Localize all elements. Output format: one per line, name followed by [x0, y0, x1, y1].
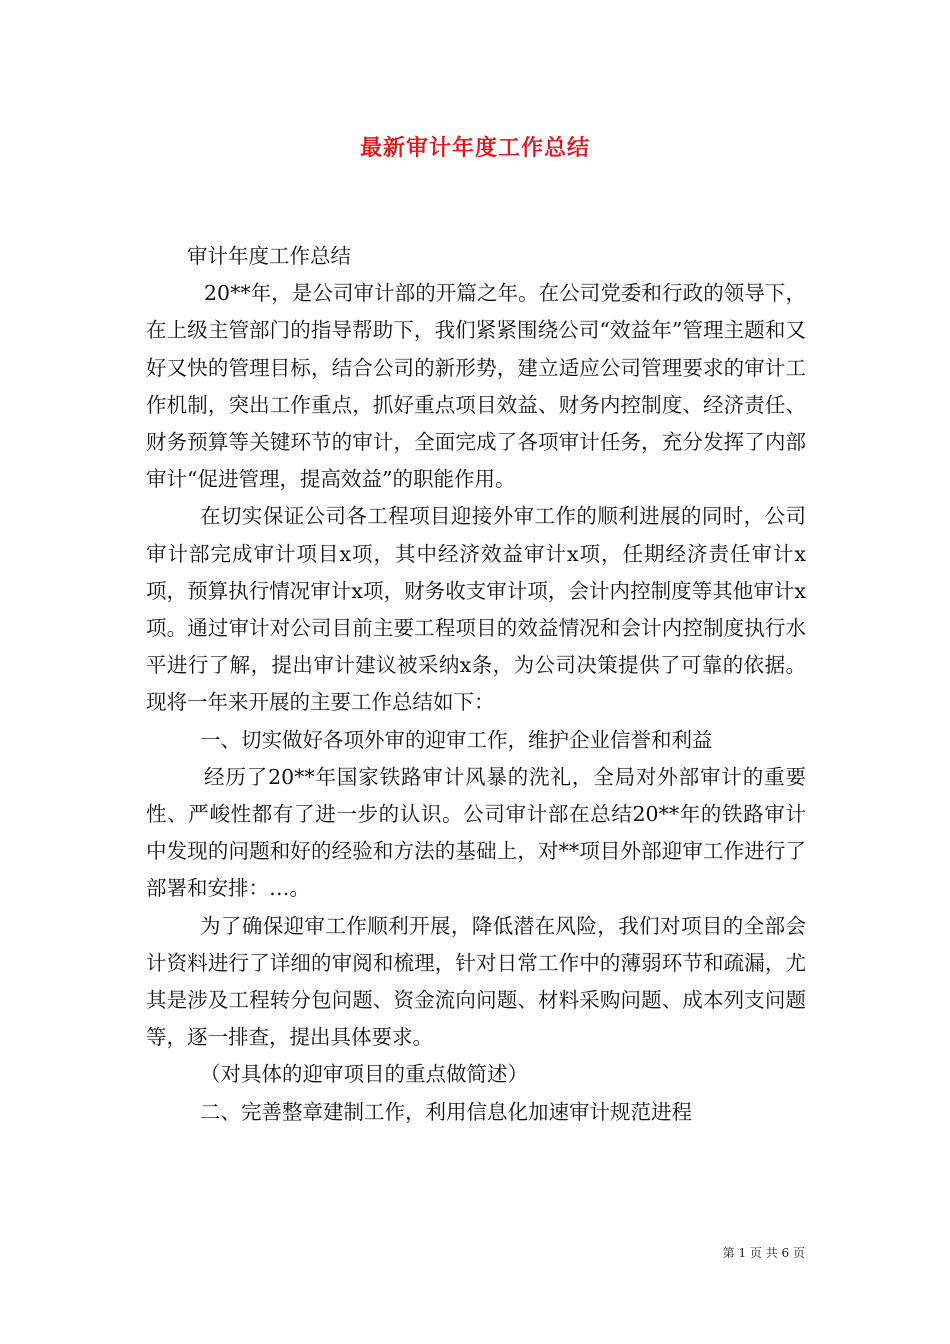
paragraph-experience: 经历了20**年国家铁路审计风暴的洗礼，全局对外部审计的重要性、严峻性都有了进一步的认识。公司审计部在总结20**年的铁路审计中发现的问题和好的经验和方法的基础上，对**项目外部迎审工作进行了部署和安排：…。 — [146, 764, 806, 901]
page-number: 第 1 页 共 6 页 — [722, 1246, 805, 1260]
paragraph-preparation: 为了确保迎审工作顺利开展，降低潜在风险，我们对项目的全部会计资料进行了详细的审阅和梳理，针对日常工作中的薄弱环节和疏漏，尤其是涉及工程转分包问题、资金流向问题、材料采购问题、成本列支问题等，逐一排查，提出具体要求。 — [146, 913, 806, 1050]
document-title: 最新审计年度工作总结 — [359, 136, 590, 161]
document-body — [146, 238, 806, 1131]
paragraph-intro: 20**年，是公司审计部的开篇之年。在公司党委和行政的领导下，在上级主管部门的指导帮助下，我们紧紧围绕公司“效益年”管理主题和又好又快的管理目标，结合公司的新形势，建立适应公司管理要求的审计工作机制，突出工作重点，抓好重点项目效益、财务内控制度、经济责任、财务预算等关键环节的审计，全面完成了各项审计任务，充分发挥了内部审计“促进管理，提高效益”的职能作用。 — [146, 281, 806, 492]
paragraph-summary: 在切实保证公司各工程项目迎接外审工作的顺利进展的同时，公司审计部完成审计项目x项，其中经济效益审计x项，任期经济责任审计x项，预算执行情况审计x项，财务收支审计项，会计内控制度等其他审计x项。通过审计对公司目前主要工程项目的效益情况和会计内控制度执行水平进行了解，提出审计建议被采纳x条，为公司决策提供了可靠的依据。现将一年来开展的主要工作总结如下： — [146, 504, 806, 715]
section-heading-2: 二、完善整章建制工作，利用信息化加速审计规范进程 — [200, 1099, 692, 1124]
paragraph-subtitle: 审计年度工作总结 — [187, 244, 351, 268]
section-heading-1: 一、切实做好各项外审的迎审工作，维护企业信誉和利益 — [200, 727, 713, 752]
paragraph-note: （对具体的迎审项目的重点做简述） — [200, 1062, 528, 1087]
